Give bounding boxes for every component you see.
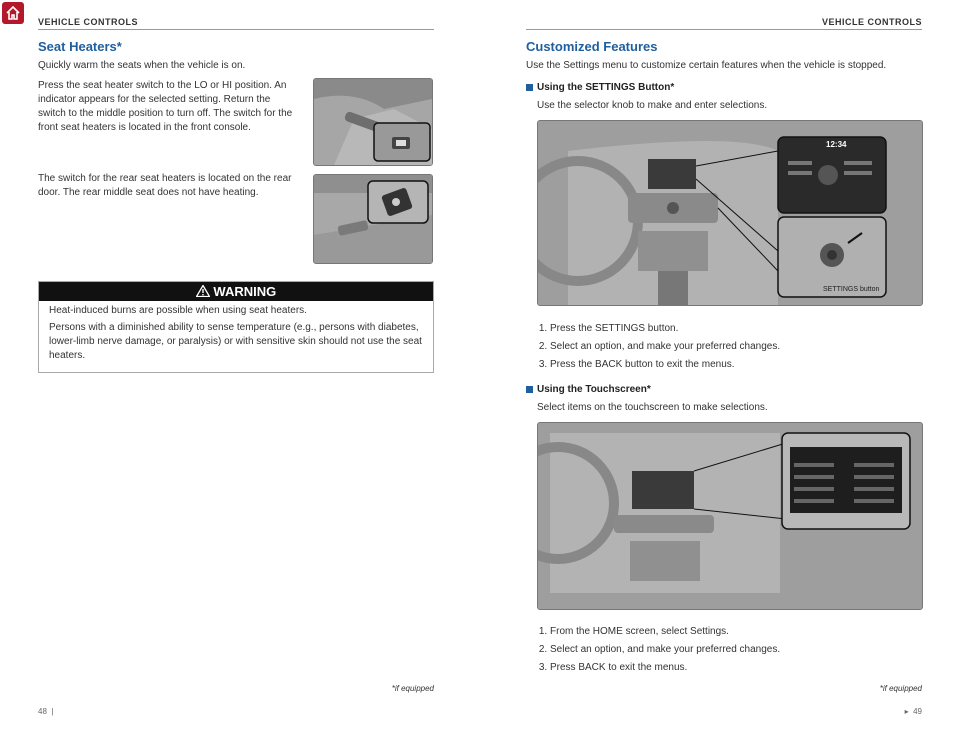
section-header-left: VEHICLE CONTROLS <box>38 17 139 27</box>
square-bullet-icon <box>526 84 533 91</box>
page-number-right: ▸ 49 <box>904 707 922 716</box>
screen-clock: 12:34 <box>826 140 847 149</box>
warning-triangle-icon <box>196 284 214 299</box>
list-item: 3. Press BACK to exit the menus. <box>550 659 930 677</box>
settings-button-intro: Use the selector knob to make and enter selections. <box>537 100 768 111</box>
list-item: 3. Press the BACK button to exit the menus. <box>550 356 930 374</box>
rear-seat-heater-image <box>313 174 433 264</box>
page-title-seat-heaters: Seat Heaters* <box>38 39 122 54</box>
settings-button-heading: Using the SETTINGS Button* <box>526 82 674 93</box>
list-item: 2. Select an option, and make your preferred changes. <box>550 641 930 659</box>
touchscreen-heading: Using the Touchscreen* <box>526 384 651 395</box>
square-bullet-icon <box>526 386 533 393</box>
settings-button-steps <box>526 320 930 374</box>
settings-button-dashboard-image <box>537 120 923 306</box>
header-rule-right <box>526 29 922 30</box>
header-rule-left <box>38 29 434 30</box>
page-number-left: 48 | <box>38 707 54 716</box>
warning-header <box>39 282 433 301</box>
touchscreen-intro: Select items on the touchscreen to make selections. <box>537 402 768 413</box>
section-header-right: VEHICLE CONTROLS <box>821 17 922 27</box>
seat-heaters-intro: Quickly warm the seats when the vehicle is on. <box>38 60 246 71</box>
seat-heaters-para2: The switch for the rear seat heaters is located on the rear door. The rear middle seat does not have heating. <box>38 173 292 198</box>
warning-box <box>38 281 434 373</box>
warning-label: WARNING <box>213 284 277 299</box>
warning-line1: Heat-induced burns are possible when using seat heaters. <box>49 305 307 316</box>
list-item: 1. Press the SETTINGS button. <box>550 320 930 338</box>
touchscreen-dashboard-image <box>537 422 923 610</box>
touchscreen-steps <box>526 623 930 677</box>
footnote-right: *if equipped <box>879 684 922 693</box>
seat-heaters-para1: Press the seat heater switch to the LO or HI position. An indicator appears for the selected setting. Return the switch to the middle position to turn off. The switch for the front seat heaters is located in the front console. <box>38 80 293 133</box>
front-seat-heater-image <box>313 78 433 166</box>
list-item: 2. Select an option, and make your preferred changes. <box>550 338 930 356</box>
settings-button-callout: SETTINGS button <box>823 286 880 293</box>
list-item: 1. From the HOME screen, select Settings. <box>550 623 930 641</box>
warning-line2: Persons with a diminished ability to sense temperature (e.g., persons with diabetes, lower-limb nerve damage, or paralysis) or with sensitive skin should not use the seat heaters. <box>49 322 422 361</box>
home-icon[interactable] <box>2 2 24 24</box>
footnote-left: *if equipped <box>391 684 434 693</box>
page-title-customized-features: Customized Features <box>526 39 658 54</box>
customized-features-intro: Use the Settings menu to customize certain features when the vehicle is stopped. <box>526 60 887 71</box>
